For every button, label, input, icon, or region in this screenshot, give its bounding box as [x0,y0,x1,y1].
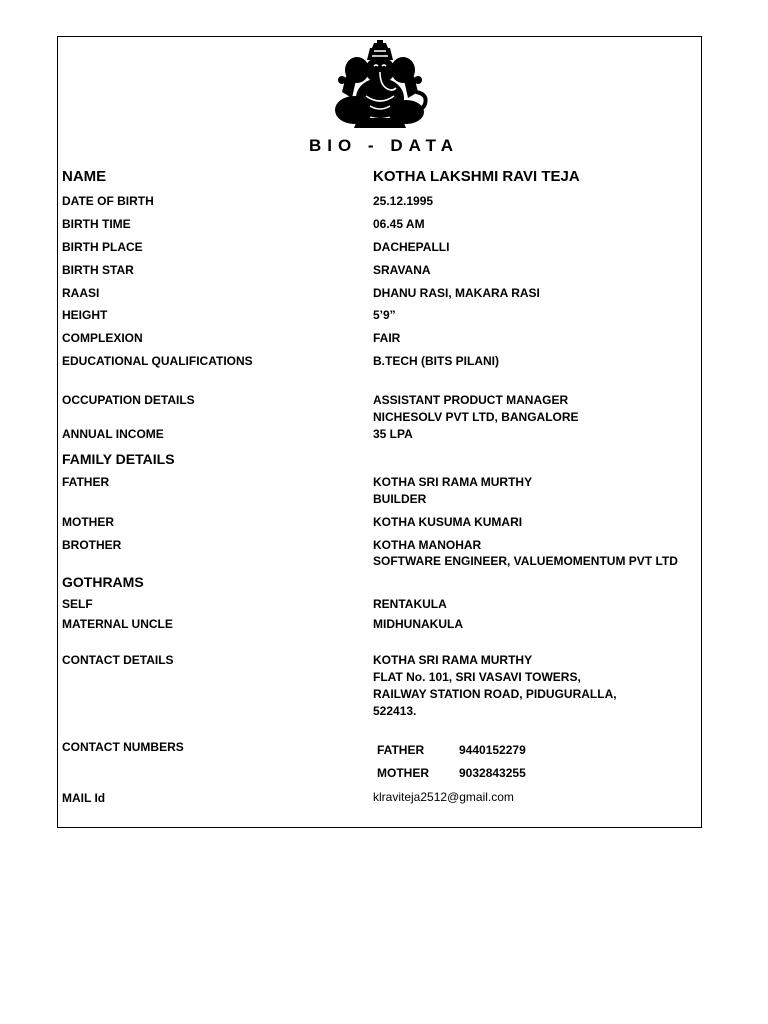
self-gothram-value: RENTAKULA [373,597,447,611]
date-of-birth-label: DATE OF BIRTH [62,194,154,208]
father-name: KOTHA SRI RAMA MURTHY [373,475,533,489]
annual-income-value: 35 LPA [373,427,413,441]
contact-address-line-1: KOTHA SRI RAMA MURTHY [373,653,533,667]
name-value: KOTHA LAKSHMI RAVI TEJA [373,168,580,185]
self-gothram-label: SELF [62,597,93,611]
contact-father-label: FATHER [377,743,425,757]
contact-address-line-3: RAILWAY STATION ROAD, PIDUGURALLA, [373,687,617,701]
height-label: HEIGHT [62,308,108,322]
maternal-uncle-gothram-value: MIDHUNAKULA [373,617,463,631]
occupation-label: OCCUPATION DETAILS [62,393,195,407]
brother-name: KOTHA MANOHAR [373,538,482,552]
birth-place-label: BIRTH PLACE [62,240,143,254]
mail-id-label: MAIL Id [62,791,106,805]
contact-address-line-4: 522413. [373,704,417,718]
education-value: B.TECH (BITS PILANI) [373,354,499,368]
gothrams-heading: GOTHRAMS [62,574,144,590]
birth-star-value: SRAVANA [373,263,431,277]
occupation-line-1: ASSISTANT PRODUCT MANAGER [373,393,569,407]
contact-mother-number: 9032843255 [459,766,526,780]
mother-label: MOTHER [62,515,114,529]
mail-id-value: klraviteja2512@gmail.com [373,790,514,804]
father-occupation: BUILDER [373,492,427,506]
birth-time-value: 06.45 AM [373,217,425,231]
contact-details-label: CONTACT DETAILS [62,653,174,667]
ganesha-emblem-icon [330,40,430,130]
contact-address-line-2: FLAT No. 101, SRI VASAVI TOWERS, [373,670,581,684]
raasi-label: RAASI [62,286,100,300]
brother-label: BROTHER [62,538,122,552]
raasi-value: DHANU RASI, MAKARA RASI [373,286,540,300]
complexion-label: COMPLEXION [62,331,143,345]
annual-income-label: ANNUAL INCOME [62,427,164,441]
occupation-line-2: NICHESOLV PVT LTD, BANGALORE [373,410,579,424]
contact-numbers-label: CONTACT NUMBERS [62,740,184,754]
complexion-value: FAIR [373,331,401,345]
family-details-heading: FAMILY DETAILS [62,451,175,467]
contact-mother-label: MOTHER [377,766,429,780]
name-label: NAME [62,168,107,185]
contact-father-number: 9440152279 [459,743,526,757]
birth-star-label: BIRTH STAR [62,263,134,277]
brother-occupation: SOFTWARE ENGINEER, VALUEMOMENTUM PVT LTD [373,554,678,568]
height-value: 5’9” [373,308,396,322]
birth-place-value: DACHEPALLI [373,240,450,254]
education-label: EDUCATIONAL QUALIFICATIONS [62,354,253,368]
mother-name: KOTHA KUSUMA KUMARI [373,515,523,529]
maternal-uncle-gothram-label: MATERNAL UNCLE [62,617,173,631]
date-of-birth-value: 25.12.1995 [373,194,434,208]
document-title: BIO - DATA [308,136,460,155]
birth-time-label: BIRTH TIME [62,217,131,231]
father-label: FATHER [62,475,110,489]
